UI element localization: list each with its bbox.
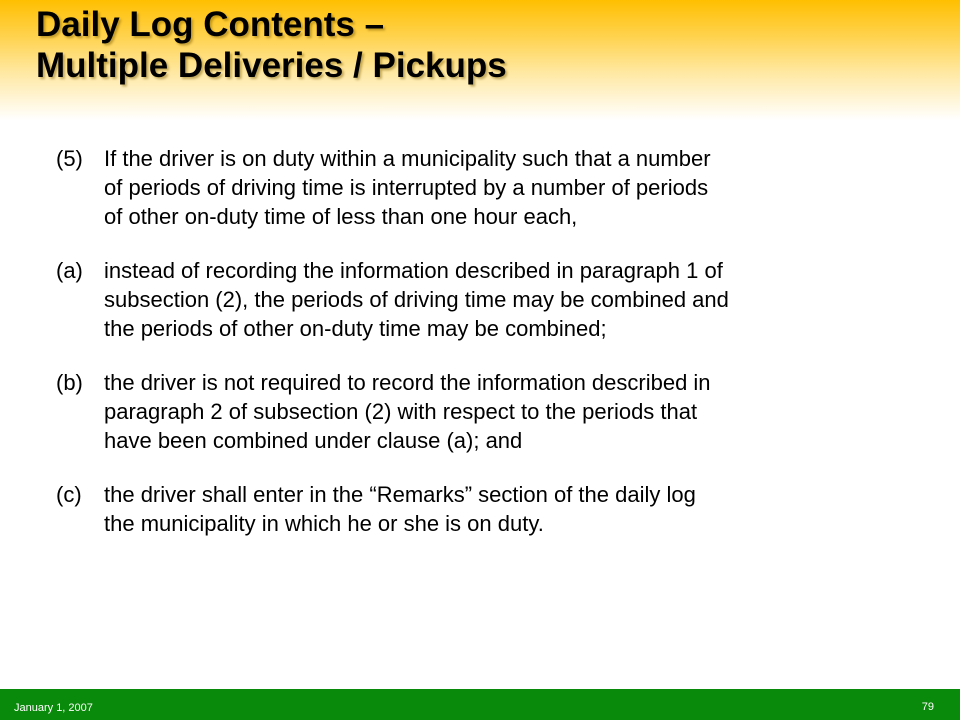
list-item-b	[56, 368, 896, 455]
item-text-line: subsection (2), the periods of driving time may be combined and	[104, 287, 729, 312]
item-marker: (b)	[56, 370, 83, 395]
item-text-line: the periods of other on-duty time may be combined;	[104, 316, 607, 341]
footer-date: January 1, 2007	[14, 702, 93, 714]
item-marker: (c)	[56, 482, 82, 507]
item-text-line: If the driver is on duty within a municipality such that a number	[104, 146, 711, 171]
item-text-line: instead of recording the information described in paragraph 1 of	[104, 258, 723, 283]
list-item-a	[56, 256, 896, 343]
list-item-5	[56, 144, 896, 231]
page-number: 79	[921, 701, 934, 713]
slide-title	[36, 4, 507, 86]
item-text-line: of other on-duty time of less than one hour each,	[104, 204, 578, 229]
item-text-line: the driver shall enter in the “Remarks” section of the daily log	[104, 482, 696, 507]
item-text	[104, 144, 896, 231]
item-text-line: the municipality in which he or she is on duty.	[104, 511, 544, 536]
item-text	[104, 368, 896, 455]
footer-bar	[0, 689, 960, 720]
slide-title-line-2: Multiple Deliveries / Pickups	[36, 46, 507, 85]
item-text-line: have been combined under clause (a); and	[104, 428, 523, 453]
item-text	[104, 480, 896, 538]
item-text	[104, 256, 896, 343]
item-text-line: paragraph 2 of subsection (2) with respect to the periods that	[104, 399, 698, 424]
slide-body	[56, 144, 896, 563]
item-text-line: the driver is not required to record the information described in	[104, 370, 711, 395]
item-marker: (5)	[56, 146, 83, 171]
item-text-line: of periods of driving time is interrupted by a number of periods	[104, 175, 709, 200]
slide-title-line-1: Daily Log Contents –	[36, 5, 385, 44]
title-banner	[0, 0, 960, 120]
item-marker: (a)	[56, 258, 83, 283]
list-item-c	[56, 480, 896, 538]
